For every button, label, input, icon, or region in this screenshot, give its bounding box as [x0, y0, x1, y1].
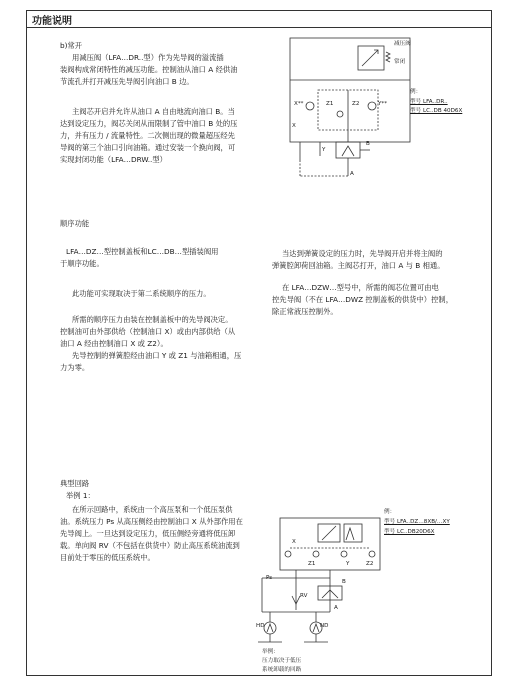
paragraph-line: 油口 A 经由控制油口 X 或 Z2）。	[60, 339, 168, 348]
paragraph-line: 目前处于零压的低压系统中。	[60, 553, 155, 562]
paragraph-line: 弹簧腔卸荷回油箱。主阀芯打开，油口 A 与 B 相通。	[272, 261, 445, 270]
subsection-title: b)常开	[60, 41, 83, 50]
port-label: Y	[346, 561, 350, 567]
paragraph-line: 力，并有压力 / 流量特性。二次侧出现的微量超压经先	[60, 131, 235, 140]
paragraph-line: 除正常液压控制外。	[272, 307, 338, 316]
port-label: B	[366, 141, 370, 147]
port-label: Y	[322, 147, 326, 153]
port-label: ND	[320, 623, 329, 629]
paragraph-line: 当达到弹簧设定的压力时，先导阀开启并将主阀的	[282, 249, 443, 258]
figure-label: 常闭	[394, 59, 406, 65]
port-label: A	[350, 171, 354, 177]
paragraph-line: 达到设定压力，阀芯关闭从而限制了管中油口 B 处的压	[60, 119, 238, 128]
paragraph-line: 在 LFA…DZW…型号中，所需的阀芯位置可由电	[282, 283, 439, 292]
model-label: 型号 LFA..DZ…8XB/…XY	[384, 519, 450, 525]
paragraph-line: 力为零。	[60, 363, 90, 372]
port-label: X**	[294, 101, 304, 107]
paragraph-line: 先导控制的弹簧腔经由油口 Y 或 Z1 与油箱相通，压	[72, 351, 242, 360]
port-label: A	[334, 605, 338, 611]
port-label: HD	[256, 623, 265, 629]
page-title: 功能说明	[32, 16, 72, 27]
example-label: 举例 1：	[66, 491, 95, 500]
figure-caption: 举例：	[262, 649, 279, 655]
model-label: 型号 LC..DB 40D6X	[410, 108, 463, 114]
paragraph-line: 控制油可由外部供给（控制油口 X）或由内部供给（从	[60, 327, 236, 336]
port-label: Z1	[308, 561, 316, 567]
figure-label: 减压阀	[394, 41, 411, 47]
port-label: B	[342, 579, 346, 585]
subsection-title: 典型回路	[60, 479, 90, 488]
port-label: X	[292, 123, 296, 129]
paragraph-line: 在所示回路中，系统由一个高压泵和一个低压泵供	[72, 505, 233, 514]
figure-label: 例：	[410, 89, 422, 95]
port-label: Ps	[266, 575, 273, 581]
port-label: Z1	[326, 101, 334, 107]
figure-label: 例：	[384, 509, 396, 515]
paragraph-line: 导阀的第三个油口引向油箱。通过安装一个换向阀，可	[60, 143, 236, 152]
port-label: Z2	[366, 561, 374, 567]
paragraph-line: LFA…DZ…型控制盖板和LC…DB…型插装阀用	[66, 247, 219, 256]
port-label: X	[292, 539, 296, 545]
paragraph-line: 此功能可实现取决于第二系统顺序的压力。	[72, 289, 211, 298]
paragraph-line: 节流孔并打开减压先导阀引向油口 B 边。	[60, 77, 194, 86]
paragraph-line: 主阀芯开启并允许从油口 A 自由地流向油口 B。当	[72, 107, 235, 116]
model-label: 型号 LFA..DR..	[410, 99, 448, 105]
paragraph-line: 载。单向阀 RV（不包括在供货中）防止高压系统油流到	[60, 541, 240, 550]
port-label: Y**	[378, 101, 388, 107]
model-label: 型号 LC..DB20D6X	[384, 529, 435, 535]
figure-caption: 系统卸载的回路	[262, 667, 302, 673]
paragraph-line: 所需的顺序压力由装在控制盖板中的先导阀决定。	[72, 315, 233, 324]
paragraph-line: 控先导阀（不在 LFA…DWZ 控制盖板的供货中）控制，	[272, 295, 453, 304]
port-label: RV	[300, 593, 308, 599]
paragraph-line: 装阀构成常闭特性的减压功能。控制油从油口 A 经供油	[60, 65, 238, 74]
paragraph-line: 于顺序功能。	[60, 259, 104, 268]
paragraph-line: 先导阀上。一旦达到设定压力，低压侧经旁通将低压卸	[60, 529, 236, 538]
port-label: Z2	[352, 101, 360, 107]
paragraph-line: 实现封闭功能（LFA…DRW..型）	[60, 155, 167, 164]
subsection-title: 顺序功能	[60, 219, 90, 228]
figure-caption: 压力取决于低压	[262, 658, 302, 664]
paragraph-line: 油。系统压力 Ps 从高压侧经由控制油口 X 从外部作用在	[60, 517, 243, 526]
paragraph-line: 用减压阀（LFA…DR..型）作为先导阀的溢流插	[72, 53, 224, 62]
